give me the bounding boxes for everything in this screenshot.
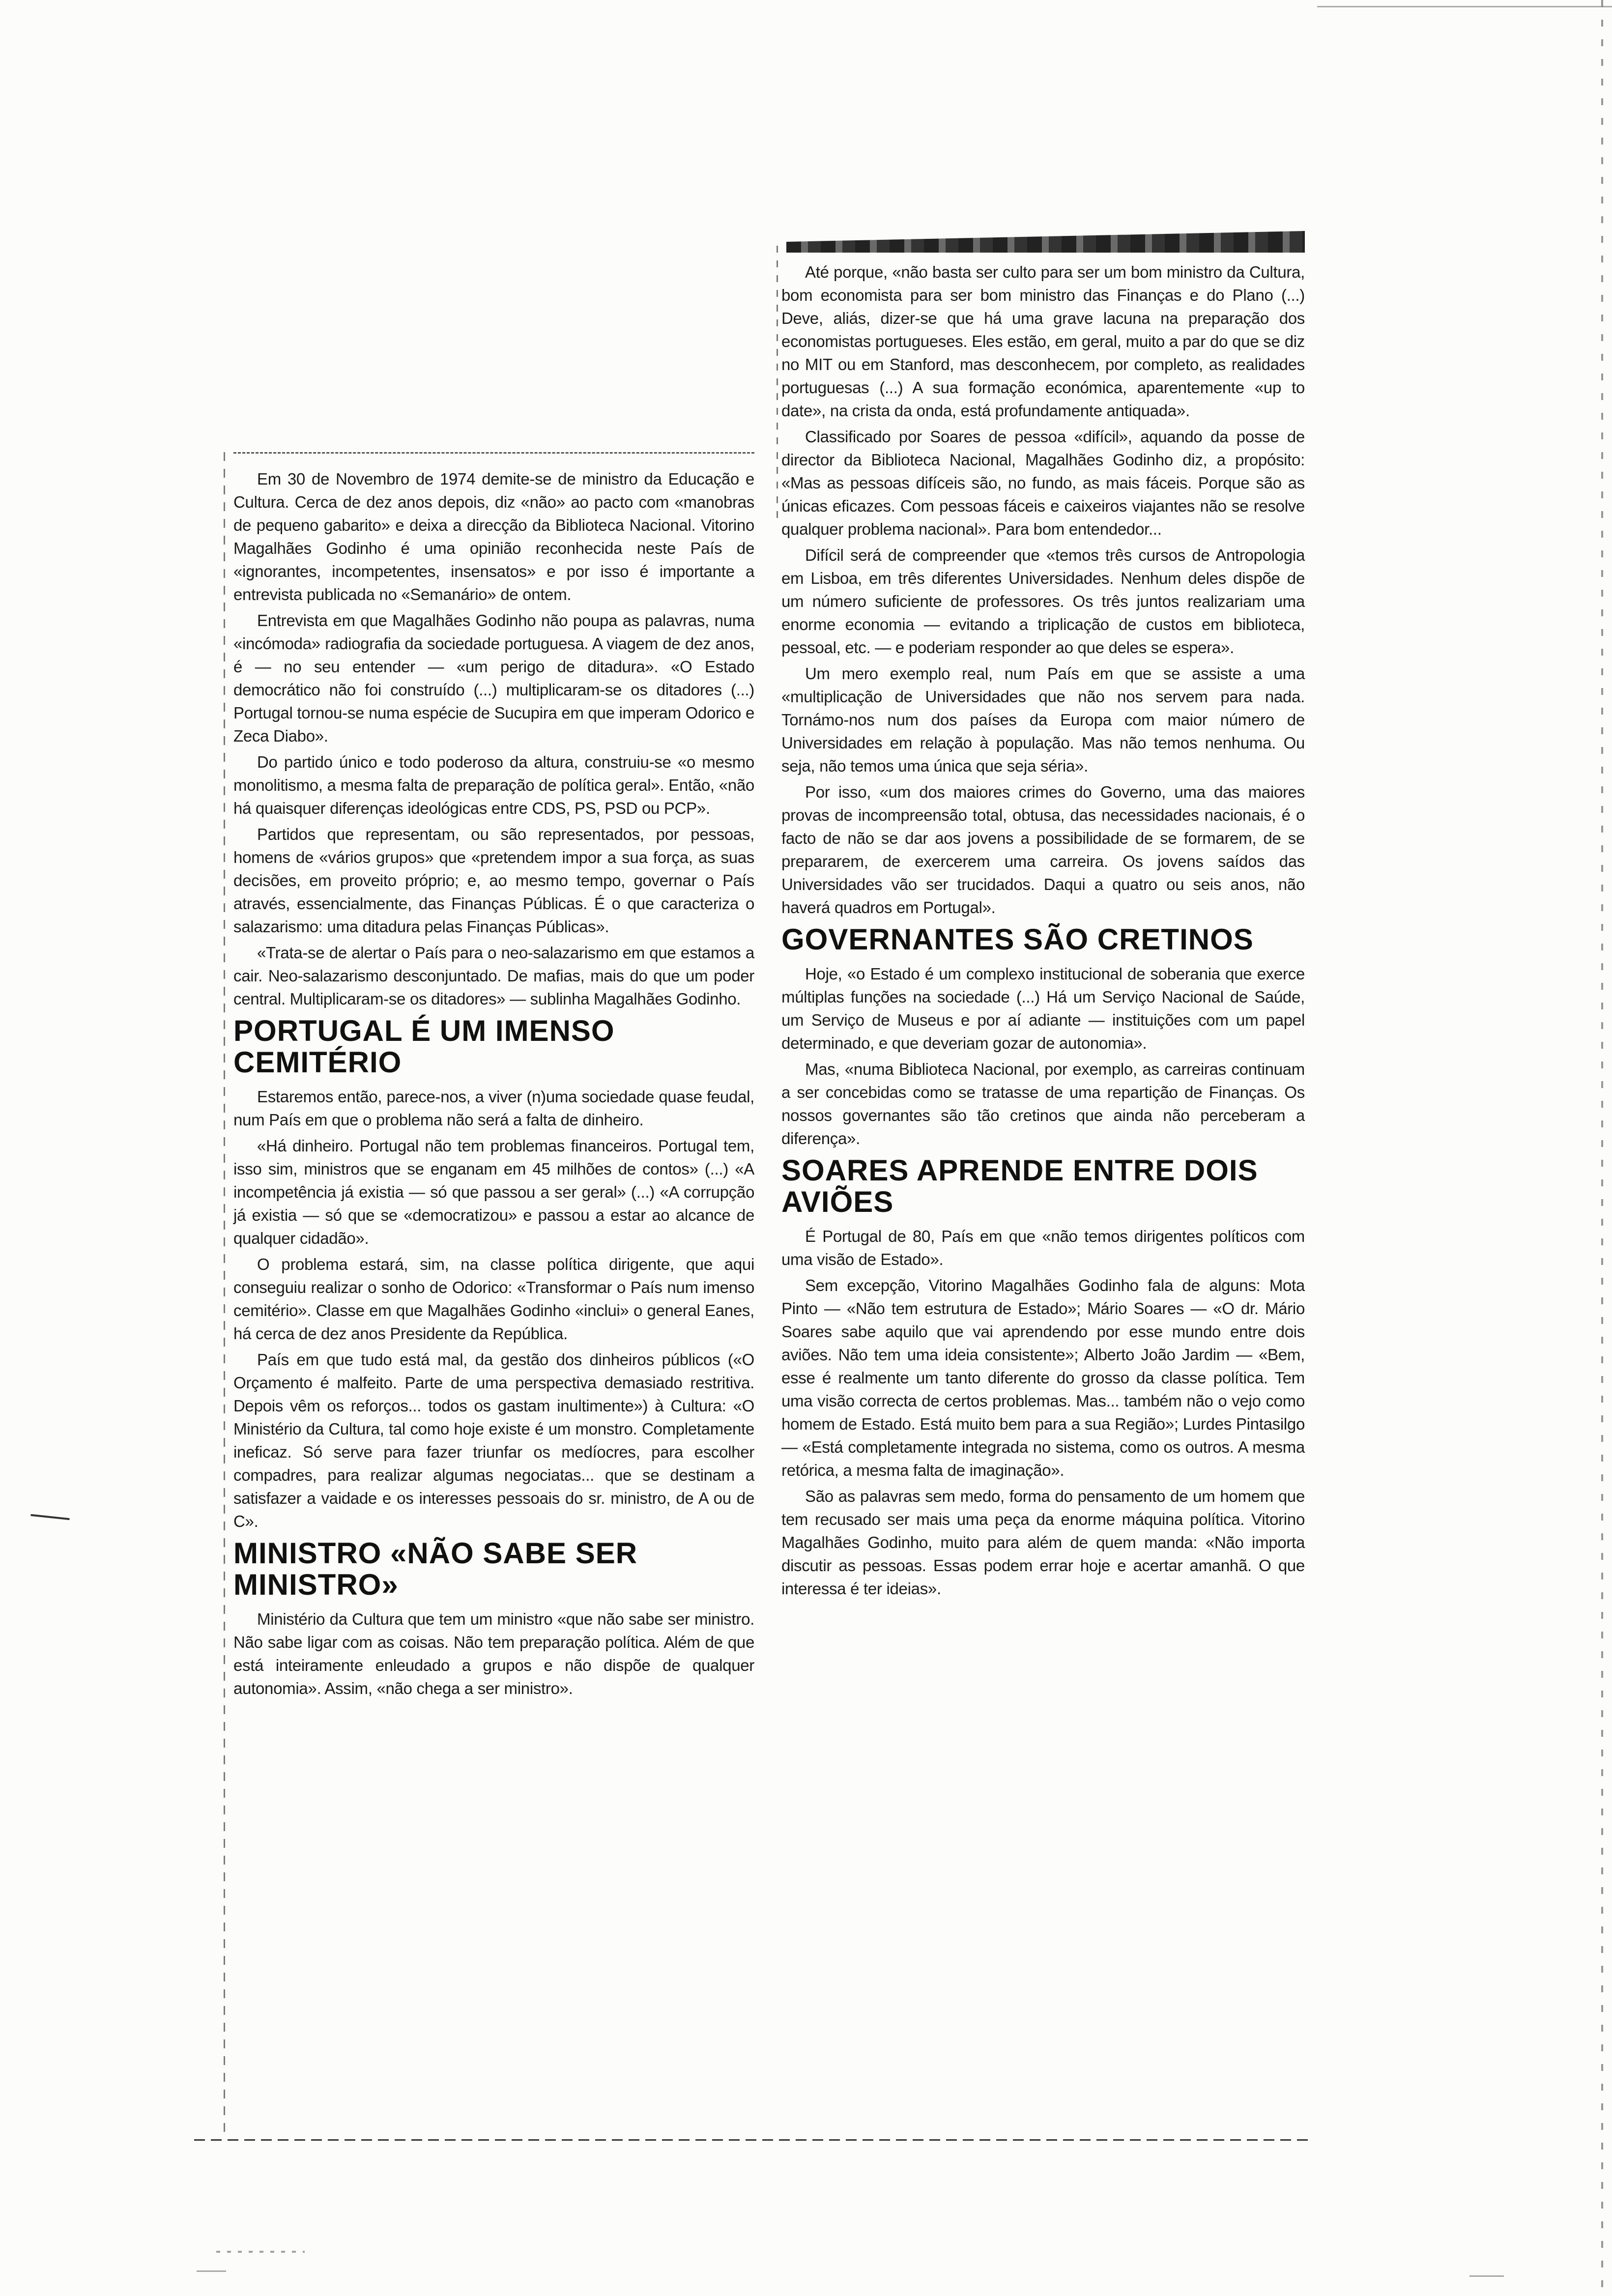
article-paragraph: O problema estará, sim, na classe política dirigente, que aqui conseguiu realizar o sonho de Odorico: «Transformar o País num imenso cemitério». Classe em que Magalhães Godinho «inclui» o general Eanes, há cerca de dez anos Presidente da República. (233, 1255, 754, 1343)
article-paragraph: Classificado por Soares de pessoa «difícil», aquando da posse de director da Biblioteca Nacional, Magalhães Godinho diz, a propósito: «Mas as pessoas difíceis são, no fundo, as mais fáceis. Porque são as únicas eficazes. Com pessoas fáceis e caixeiros viajantes não se resolve qualquer problema nacional». Para bom entendedor... (781, 428, 1305, 538)
article-paragraph: Mas, «numa Biblioteca Nacional, por exemplo, as carreiras continuam a ser concebidas como se tratasse de uma repartição de Finanças. Os nossos governantes são tão cretinos que ainda não perceberam a diferença». (781, 1060, 1305, 1148)
article-paragraph: «Há dinheiro. Portugal não tem problemas financeiros. Portugal tem, isso sim, ministros que se enganam em 45 milhões de contos» (...) «A incompetência já existia — só que passou a ser geral» (...) «A corrupção já existia — só que se «democratizou» e passou a estar ao alcance de qualquer cidadão». (233, 1137, 754, 1247)
clipping-column-edge (777, 246, 778, 521)
section-heading-cemiterio: PORTUGAL É UM IMENSO CEMITÉRIO (233, 1014, 615, 1079)
article-paragraph: Um mero exemplo real, num País em que se assiste a uma «multiplicação de Universidades que não nos servem para nada. Tornámo-nos num dos países da Europa com maior número de Universidades em relação à população. Mas não temos nenhuma. Ou seja, não temos uma única que seja séria». (781, 664, 1305, 775)
section-heading-soares: SOARES APRENDE ENTRE DOIS AVIÕES (781, 1154, 1258, 1218)
article-paragraph: Em 30 de Novembro de 1974 demite-se de ministro da Educação e Cultura. Cerca de dez anos depois, diz «não» ao pacto com «manobras de pequeno gabarito» e deixa a direcção da Biblioteca Nacional. Vitorino Magalhães Godinho é uma opinião reconhecida neste País de «ignorantes, incompetentes, insensatos» e por isso é importante a entrevista publicada no «Semanário» de ontem. (233, 470, 754, 603)
article-left-column (233, 452, 754, 1703)
article-right-column (781, 231, 1305, 1603)
torn-header-strip (786, 231, 1305, 253)
article-paragraph: Difícil será de compreender que «temos três cursos de Antropologia em Lisboa, em três diferentes Universidades. Nenhum deles dispõe de um número suficiente de professores. Os três juntos realizariam uma enorme economia — evitando a triplicação de custos em biblioteca, pessoal, etc. — e poderiam responder ao que deles se espera». (781, 546, 1305, 657)
scan-speck (1469, 2275, 1504, 2277)
article-paragraph: É Portugal de 80, País em que «não temos dirigentes políticos com uma visão de Estado». (781, 1227, 1305, 1268)
scan-speck (197, 2270, 226, 2272)
scan-footer-dots (216, 2251, 305, 2253)
article-paragraph: «Trata-se de alertar o País para o neo-salazarismo em que estamos a cair. Neo-salazarismo desconjuntado. De mafias, mais do que um poder central. Multiplicaram-se os ditadores» — sublinha Magalhães Godinho. (233, 944, 754, 1008)
article-paragraph: Do partido único e todo poderoso da altura, construiu-se «o mesmo monolitismo, a mesma falta de preparação de política geral». Então, «não há quaisquer diferenças ideológicas entre CDS, PS, PSD ou PCP». (233, 753, 754, 817)
article-paragraph: Até porque, «não basta ser culto para ser um bom ministro da Cultura, bom economista para ser bom ministro das Finanças e do Plano (...) Deve, aliás, dizer-se que há uma grave lacuna na preparação dos economistas portugueses. Eles estão, em geral, muito a par do que se diz no MIT ou em Stanford, mas desconhecem, por completo, as realidades portuguesas (...) A sua formação económica, aparentemente «up to date», na crista da onda, está profundamente antiquada». (781, 263, 1305, 420)
article-paragraph: Hoje, «o Estado é um complexo institucional de soberania que exerce múltiplas funções na sociedade (...) Há um Serviço Nacional de Saúde, um Serviço de Museus e por aí adiante — instituições com um papel determinado, e que deveriam gozar de autonomia». (781, 965, 1305, 1052)
article-paragraph: Entrevista em que Magalhães Godinho não poupa as palavras, numa «incómoda» radiografia da sociedade portuguesa. A viagem de dez anos, é — no seu entender — «um perigo de ditadura». «O Estado democrático não foi construído (...) multiplicaram-se os ditadores (...) Portugal tornou-se numa espécie de Sucupira em que imperam Odorico e Zeca Diabo». (233, 611, 755, 745)
article-paragraph: País em que tudo está mal, da gestão dos dinheiros públicos («O Orçamento é malfeito. Parte de uma perspectiva demasiado restritiva. Depois vêm os reforços... todos os gastam inultimente») à Cultura: «O Ministério da Cultura, tal como hoje existe é um monstro. Completamente ineficaz. Só serve para fazer triunfar os medíocres, para escolher compadres, para realizar algumas negociatas... que se destinam a satisfazer a vaidade e os interesses pessoais do sr. ministro, de A ou de C». (233, 1350, 754, 1530)
section-heading-ministro: MINISTRO «NÃO SABE SER MINISTRO» (233, 1537, 638, 1601)
clipping-left-edge (224, 452, 225, 2133)
clipping-bottom-edge (194, 2139, 1310, 2141)
article-paragraph: Ministério da Cultura que tem um ministro «que não sabe ser ministro. Não sabe ligar com as coisas. Não tem preparação política. Além de que está inteiramente enleudado a grupos e não dispõe de qualquer autonomia». Assim, «não chega a ser ministro». (233, 1610, 754, 1697)
scan-edge-right (1601, 0, 1603, 2296)
section-heading-governantes: GOVERNANTES SÃO CRETINOS (781, 923, 1254, 956)
scan-top-rule (1317, 6, 1612, 7)
article-paragraph: Estaremos então, parece-nos, a viver (n)uma sociedade quase feudal, num País em que o problema não será a falta de dinheiro. (233, 1088, 754, 1129)
margin-pen-mark (30, 1514, 70, 1520)
article-paragraph: Sem excepção, Vitorino Magalhães Godinho fala de alguns: Mota Pinto — «Não tem estrutura de Estado»; Mário Soares — «O dr. Mário Soares sabe aquilo que vai aprendendo por esse mundo entre dois aviões. Não tem uma ideia consistente»; Alberto João Jardim — «Bem, esse é realmente um tanto diferente do grosso da classe política. Tem uma visão correcta de certos problemas. Mas... também não o vejo como homem de Estado. Está muito bem para a sua Região»; Lurdes Pintasilgo — «Está completamente integrada no sistema, como os outros. A mesma retórica, a mesma falta de imaginação». (781, 1276, 1305, 1479)
newspaper-clipping (194, 231, 1310, 2138)
article-paragraph: São as palavras sem medo, forma do pensamento de um homem que tem recusado ser mais uma peça da enorme máquina política. Vitorino Magalhães Godinho, muito para além de quem manda: «Não importa discutir as pessoas. Essas podem errar hoje e acertar amanhã. O que interessa é ter ideias». (781, 1487, 1305, 1598)
article-paragraph: Por isso, «um dos maiores crimes do Governo, uma das maiores provas de incompreensão total, obtusa, das necessidades nacionais, é o facto de não se dar aos jovens a possibilidade de se formarem, de se prepararem, de exercerem uma carreira. Os jovens saídos das Universidades vão ser trucidados. Daqui a quatro ou seis anos, não haverá quadros em Portugal». (781, 783, 1305, 917)
article-paragraph: Partidos que representam, ou são representados, por pessoas, homens de «vários grupos» que «pretendem impor a sua força, as suas decisões, em proveito próprio; e, ao mesmo tempo, governar o País através, essencialmente, das Finanças Públicas. É o que caracteriza o salazarismo: uma ditadura pelas Finanças Públicas». (233, 825, 754, 936)
